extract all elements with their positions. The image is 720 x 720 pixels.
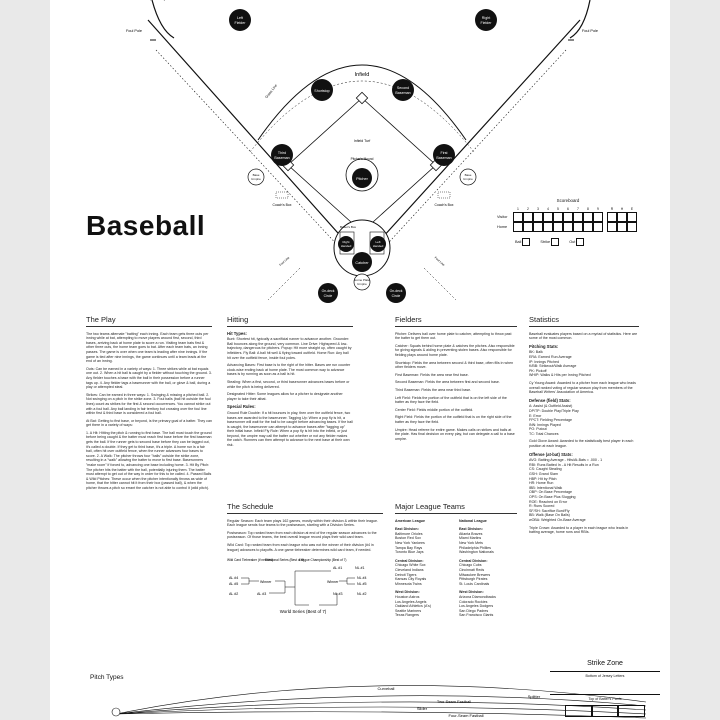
division-label: West Division:	[459, 590, 484, 595]
section-fielders: Fielders Pitcher: Delivers ball over home plate to catcher, attempting to throw past the batter to get them out. Catcher: Squats behind home plate & catches the pitches. Also responsible for giving signals & aiding in preventing stolen bases. Also responsible for fielding plays around home plate. Shortstop: Fields the area between second & third base, often fills in when other fielders move. First Baseman: Fields the area near first base. Second Baseman: Fields the area between first and second base. Third Baseman: Fields the area near third base. Left Field: Fields the portion of the outfield that is on the left side of the batter as they face the field. Center Field: Fields middle portion of the outfield. Right Field: Fields the portion of the outfield that is on the right side of the batter as they face the field. Umpire: Head referee for entire game. Makes calls on strikes and balls at the plate. Has final decision on every play, but can delegate a call to a base umpire.	[395, 318, 517, 444]
svg-text:Splitter: Splitter	[527, 694, 541, 699]
shortstop-marker	[311, 79, 333, 101]
svg-text:AL #1: AL #1	[333, 566, 343, 571]
svg-text:AL #4: AL #4	[229, 576, 239, 581]
pitchers-mound-label: Pitcher's Mound	[350, 157, 374, 161]
base-umpire-left-marker	[248, 169, 264, 185]
playoff-bracket	[227, 555, 377, 645]
team-name: Chicago Cubs	[459, 563, 482, 568]
score-cell	[563, 222, 573, 232]
svg-text:World Series (Best of 7): World Series (Best of 7)	[279, 609, 327, 615]
scoreboard-rhe-column	[627, 207, 637, 232]
svg-text:NL #2: NL #2	[357, 592, 367, 597]
svg-text:Shortstop: Shortstop	[314, 89, 330, 93]
scoreboard-inning-column	[523, 207, 533, 232]
coachs-box-right-label: Coach's Box	[434, 203, 454, 207]
inning-number: 7	[577, 207, 579, 211]
score-cell	[607, 222, 617, 232]
svg-text:Winner: Winner	[327, 580, 339, 585]
statistics-heading: Statistics	[529, 318, 639, 327]
team-name: Chicago White Sox	[395, 563, 426, 568]
svg-text:AL #2: AL #2	[229, 592, 239, 597]
visitor-label: Visitor	[497, 215, 508, 219]
team-name: Minnesota Twins	[395, 581, 422, 586]
scoreboard-inning-column	[553, 207, 563, 232]
team-name: Cleveland Indians	[395, 567, 424, 572]
division-label: East Division:	[459, 527, 483, 532]
section-schedule: The Schedule Regular Season: Each team plays 162 games, mostly within their division & within their league. Each league sends four teams to the postseason, starting with a Division Series. Postseason: Top ranked team from each division at end of the regular season advances to the postseason. Of those teams, the best overall league record plays their wild card team. Wild Card: Top ranked team from each league who was not the winner of their division (#4 in league) advances to playoffs. A one game tiebreaker determines wild card team, if needed. Wild Card Tiebreaker (if needed) Divisional Series (Best of 5) League Championship (Best of 7) AL #4 AL #5 Winner AL #1 AL #2 AL #3 NL #1 NL #2 NL #3 Winner NL #4 NL #5 World Series (Best of 7)	[227, 505, 383, 647]
stat-entry: R: Runs Scored	[529, 504, 555, 509]
strike-count-label: Strike	[540, 238, 559, 246]
pitcher-marker	[352, 168, 372, 188]
stat-entry: wOBA: Weighted On-Base Average	[529, 517, 586, 522]
svg-text:NL #1: NL #1	[355, 566, 365, 571]
svg-text:Catcher: Catcher	[355, 261, 369, 265]
team-name: Seattle Mariners	[395, 608, 422, 613]
rhe-label: E	[630, 207, 634, 211]
team-name: Washington Nationals	[459, 550, 494, 555]
inning-number: 8	[587, 207, 589, 211]
svg-text:Third: Third	[277, 151, 287, 155]
infield-label: Infield	[354, 72, 370, 78]
on-deck-left-marker	[318, 283, 338, 303]
score-cell	[533, 212, 543, 222]
svg-text:League Championship (Best of 7: League Championship (Best of 7)	[299, 558, 347, 563]
score-cell	[583, 222, 593, 232]
stat-entry: IBB: Intentional Walk	[529, 485, 563, 490]
team-name: Boston Red Sox	[395, 536, 421, 541]
team-name: Cincinnati Reds	[459, 567, 485, 572]
team-name: Houston Astros	[395, 594, 420, 599]
stat-entry: K/BB: Strikeout/Walk Average	[529, 364, 577, 369]
stat-entry: GSH: Grand Slam	[529, 472, 558, 477]
stat-entry: E: Error	[529, 413, 542, 418]
stat-entry: DP/TP: Double Play/Triple Play	[529, 408, 579, 413]
svg-text:Handed: Handed	[372, 244, 384, 248]
division-label: Central Division:	[395, 558, 424, 563]
stat-entry: BB: Walk (Base On Balls)	[529, 513, 570, 518]
stat-entry: BK: Balk	[529, 350, 543, 355]
team-name: San Diego Padres	[459, 608, 489, 613]
pitch-types	[86, 672, 646, 720]
team-name: Pittsburgh Pirates	[459, 577, 488, 582]
team-name: Miami Marlins	[459, 536, 482, 541]
team-name: Toronto Blue Jays	[395, 550, 424, 555]
svg-text:Left: Left	[237, 16, 243, 20]
svg-text:Baseman: Baseman	[436, 156, 452, 160]
score-cell	[553, 212, 563, 222]
score-cell	[593, 222, 603, 232]
team-name: Detroit Tigers	[395, 572, 417, 577]
home-label: Home	[497, 225, 508, 229]
left-fielder-marker	[229, 9, 251, 31]
poster-title: Baseball	[86, 210, 206, 241]
svg-text:Second: Second	[396, 86, 410, 90]
strike-zone: Strike Zone Bottom of Jersey Letters Top of Batter's Pants	[550, 660, 660, 717]
score-cell	[543, 212, 553, 222]
svg-text:NL #5: NL #5	[357, 582, 367, 587]
team-name: Tampa Bay Rays	[395, 545, 423, 550]
svg-text:Handed: Handed	[340, 244, 352, 248]
rhe-label: R	[610, 207, 614, 211]
stat-entry: OPS: On Base Plus Slugging	[529, 495, 576, 499]
the-play-heading: The Play	[86, 318, 212, 327]
stat-entry: HBP: Hit by Pitch	[529, 476, 557, 481]
coachs-box-left-label: Coach's Box	[272, 203, 292, 207]
section-the-play: The Play The two teams alternate "batting" each inning. Each team gets three outs per inning while at bat, attempting to move players around first, second, third bases, arriving back at home plate to score a run. Visiting team bats first & other three outs, the home team goes to bat. After each team bats, an inning passes. The game is over when one team is leading after nine innings. If the game is tied after nine innings, the game continues until a team leads at the end of an inning. Outs: Can be earned in a variety of ways: 1. Three strikes while at bat equals one out. 2. When a hit ball is caught by a fielder without touching the ground. 3. Any fielder touches a base with the ball in their possession before a runner tags up. 4. Any fielder tags a baserunner with the ball, or glove & ball, during a play or attempted steal. Strikes: Can be earned in three ways: 1. Swinging & missing a pitched ball. 2. Not swinging on a pitch in the strike zone. 3. Foul balls (ball hit outside the foul lines) count as strikes for the first & second occurrences. You cannot strike out with a foul ball. Any ball landing in fair territory but crossing over the foul line within first & third base is considered a foul ball. At Bat: Getting to first base, or beyond, is the primary goal of a batter. They can get there in a variety of ways: 1. A Hit: Hitting the pitch & running to first base. The ball must touch the ground before being caught & the batter must reach first base before the first baseman gets the ball. If the runner gets to second base before they can be tagged out, it's called a double. If they get to third base, it's a triple. A home run is a fair ball, often hit over outfield fence, when the runner advances four bases to score. 2. A Walk: The pitcher throws four "balls" outside the strike zone, resulting in a "walk" allowing the batter to move to first base. Baserunners "make room" if forced to, advancing one base including home. 3. Hit By Pitch: The pitcher hits the batter with the ball, potentially injuring them. The batter must attempt to get out of the way in order for this to be called. 4. Passed Balls & Wild Pitches: These occur when the pitcher intentionally throws as wide of home, that the hitter cannot hit it from their box (passed ball), & when the pitcher throws a pitch so errant the catcher is not able to control it (wild pitch).	[86, 315, 212, 490]
score-cell	[573, 222, 583, 232]
svg-text:Baseman: Baseman	[395, 91, 411, 95]
score-cell	[627, 222, 637, 232]
right-fielder-marker	[475, 9, 497, 31]
svg-text:Umpire: Umpire	[463, 177, 473, 181]
stat-entry: OBP: On Base Percentage	[529, 490, 572, 495]
svg-text:Right: Right	[481, 16, 491, 20]
scoreboard-inning-column	[563, 207, 573, 232]
svg-text:Base: Base	[252, 173, 260, 177]
home-plate-umpire-marker	[354, 274, 370, 290]
score-cell	[583, 212, 593, 222]
svg-text:AL #5: AL #5	[229, 582, 239, 587]
stat-entry: PK: Pickoff	[529, 368, 547, 373]
inning-number: 5	[557, 207, 559, 211]
scoreboard-inning-column	[583, 207, 593, 232]
team-name: Arizona Diamondbacks	[459, 594, 496, 599]
stat-entry: IP: Innings Pitched	[529, 359, 559, 364]
stat-entry: PO: Putout	[529, 427, 547, 432]
svg-text:Fielder: Fielder	[234, 21, 246, 25]
stat-entry: ERA: Earned Run Average	[529, 354, 572, 359]
team-name: Kansas City Royals	[395, 577, 427, 582]
svg-text:Four-Seam Fastball: Four-Seam Fastball	[448, 713, 484, 718]
score-cell	[513, 212, 523, 222]
baseball-field-diagram	[50, 0, 670, 320]
svg-text:Winner: Winner	[260, 580, 272, 585]
on-deck-right-marker	[386, 283, 406, 303]
svg-text:Two-Seam Fastball: Two-Seam Fastball	[436, 699, 472, 704]
third-baseman-marker	[271, 144, 293, 166]
svg-text:Circle: Circle	[391, 294, 401, 298]
inning-number: 4	[547, 207, 549, 211]
team-name: Los Angeles Angels	[395, 599, 427, 604]
team-name: St. Louis Cardinals	[459, 581, 490, 586]
grass-line-label: Grass Line	[264, 83, 279, 100]
out-count-label: Out	[569, 238, 584, 246]
batters-box-label: Batter's Box	[339, 225, 357, 229]
ball-count-label: Ball	[515, 238, 530, 246]
score-cell	[573, 212, 583, 222]
svg-text:NL #3: NL #3	[333, 592, 343, 597]
inning-number: 2	[527, 207, 529, 211]
scoreboard-rhe-column	[617, 207, 627, 232]
strike-zone-title: Strike Zone	[587, 660, 623, 667]
stat-entry: HR: Home Run	[529, 481, 554, 486]
svg-text:Divisional Series (Best of 5): Divisional Series (Best of 5)	[265, 558, 305, 563]
scoreboard-rhe-column	[607, 207, 617, 232]
score-cell	[553, 222, 563, 232]
american-league-column: American League East Division: Baltimore Orioles Boston Red Sox New York Yankees Tampa Bay Rays Toronto Blue Jays Central Division: Chicago White Sox Cleveland Indians Detroit Tigers Kansas City Royals Minnesota Twins West Division: Houston Astros Los Angeles Angels Oakland Athletics (A's) Seattle Mariners Texas Rangers	[395, 519, 453, 622]
team-name: Atlanta Braves	[459, 531, 483, 536]
team-name: Colorado Rockies	[459, 599, 488, 604]
score-cell	[627, 212, 637, 222]
scoreboard-grid	[513, 207, 637, 232]
team-name: Los Angeles Dodgers	[459, 604, 494, 609]
svg-text:Fielder: Fielder	[480, 21, 492, 25]
score-cell	[607, 212, 617, 222]
base-umpire-right-marker	[460, 169, 476, 185]
stat-entry: AVG: Batting Average - Hits/At-Bats = .000 - 1	[529, 458, 603, 463]
svg-text:AL #3: AL #3	[257, 592, 267, 597]
inning-number: 1	[517, 207, 519, 211]
score-cell	[513, 222, 523, 232]
svg-text:Right: Right	[342, 240, 350, 244]
score-cell	[523, 222, 533, 232]
scoreboard	[497, 198, 639, 246]
section-hitting: Hitting Hit Types: Bunt: Shortest hit, typically a sacrificial runner to advance another. Grounder: Ball bounces along the ground, very common. Line Drive: Highspeed & low-trajectory, dangerous for pitchers. Popup: Hit more straight up, often caught by infielders. Fly Ball: A ball hit well & flying toward outfield. Home Run: Any ball hit over the outfield fence, inside foul poles. Advancing Bases: First base is to the right of the hitter. Bases are run counter clock-wise ending back at home plate. The most common way to advance bases is by running as soon as a ball is hit. Stealing: When a first, second, or third baserunner advances bases before or while the pitch is being delivered. Designated Hitter: Some leagues allow for a pitcher to designate another player to take their atbat. Special Rules: Ground Rule Double: If a hit bounces in play, then over the outfield fence, two bases are awarded to the baserunner. Tagging Up: When a pop fly is hit, a baserunner will wait for the ball to be caught before advancing bases. If the ball is caught, the baserunner can attempt to advance bases after "tagging up" their initial base. Infield Fly Rule: When a pop fly is hit into the infield, or just beyond, the umpire may call the batter out whether or not any fielder makes the catch. Runners can then attempt to advance to the next base at their own risk.	[227, 315, 353, 448]
foul-line-right-label: Foul Line	[433, 255, 446, 267]
division-label: West Division:	[395, 590, 420, 595]
inning-number: 9	[597, 207, 599, 211]
score-cell	[593, 212, 603, 222]
score-cell	[563, 212, 573, 222]
team-name: San Francisco Giants	[459, 613, 494, 618]
scoreboard-inning-column	[533, 207, 543, 232]
foul-line-left-label: Foul Line	[278, 255, 291, 267]
score-cell	[523, 212, 533, 222]
schedule-heading: The Schedule	[227, 505, 383, 514]
team-name: New York Mets	[459, 540, 483, 545]
score-cell	[533, 222, 543, 232]
stat-entry: FPCT: Fielding Percentage	[529, 418, 572, 423]
national-league-column: National League East Division: Atlanta Braves Miami Marlins New York Mets Philadelphia Phillies Washington Nationals Central Division: Chicago Cubs Cincinnati Reds Milwaukee Brewers Pittsburgh Pirates St. Louis Cardinals West Division: Arizona Diamondbacks Colorado Rockies Los Angeles Dodgers San Diego Padres San Francisco Giants	[459, 519, 517, 622]
svg-text:On-deck: On-deck	[389, 289, 403, 293]
svg-text:NL #4: NL #4	[357, 576, 367, 581]
inning-number: 3	[537, 207, 539, 211]
team-name: Philadelphia Phillies	[459, 545, 491, 550]
second-baseman-marker	[392, 79, 414, 101]
score-cell	[617, 212, 627, 222]
section-major-league-teams	[395, 502, 517, 622]
scoreboard-inning-column	[513, 207, 523, 232]
team-name: New York Yankees	[395, 540, 425, 545]
first-baseman-marker	[433, 144, 455, 166]
svg-text:Umpire: Umpire	[357, 282, 367, 286]
score-cell	[543, 222, 553, 232]
teams-heading: Major League Teams	[395, 505, 517, 514]
team-name: Baltimore Orioles	[395, 531, 423, 536]
team-name: Oakland Athletics (A's)	[395, 604, 432, 609]
left-handed-batter-marker	[370, 236, 386, 252]
svg-text:On-deck: On-deck	[321, 289, 335, 293]
rhe-label: H	[620, 207, 624, 211]
pitch-types-title: Pitch Types	[90, 674, 124, 681]
scoreboard-title: Scoreboard	[556, 198, 580, 203]
catcher-marker	[352, 252, 372, 272]
svg-text:Wild Card Tiebreaker (if neede: Wild Card Tiebreaker (if needed)	[227, 558, 274, 563]
svg-text:Left: Left	[375, 240, 381, 244]
svg-text:Curveball: Curveball	[377, 686, 395, 691]
scoreboard-inning-column	[543, 207, 553, 232]
stat-entry: CS: Caught Stealing	[529, 467, 562, 472]
team-name: Texas Rangers	[395, 613, 419, 618]
poster	[50, 0, 670, 720]
fielders-heading: Fielders	[395, 318, 517, 327]
foul-pole-right-label: Foul Pole	[581, 29, 599, 33]
score-cell	[617, 222, 627, 232]
stat-entry: ROE: Reached on Error	[529, 499, 568, 504]
stat-entry: A: Assist (& Outfield Assist)	[529, 404, 573, 409]
scoreboard-inning-column	[573, 207, 583, 232]
scoreboard-inning-column	[593, 207, 603, 232]
stat-entry: INN: Innings Played	[529, 422, 561, 427]
hitting-heading: Hitting	[227, 318, 353, 327]
svg-text:Umpire: Umpire	[251, 177, 261, 181]
inning-number: 6	[567, 207, 569, 211]
right-handed-batter-marker	[338, 236, 354, 252]
svg-text:Slider: Slider	[416, 706, 428, 711]
stat-entry: SF/SH: Sacrifice Bunt/Fly	[529, 508, 570, 513]
stat-entry: TC: Total Chances	[529, 431, 559, 436]
stat-entry: RBI: Runs Batted In - A Hit Results in a Run	[529, 462, 599, 467]
infield-turf-label: Infield Turf	[353, 139, 371, 143]
svg-text:Home Plate: Home Plate	[354, 278, 370, 282]
division-label: Central Division:	[459, 558, 488, 563]
foul-pole-left-label: Foul Pole	[125, 29, 143, 33]
svg-text:Circle: Circle	[323, 294, 333, 298]
division-label: East Division:	[395, 527, 419, 532]
stat-entry: WHIP: Walks & Hits per Inning Pitched	[529, 373, 591, 378]
svg-text:Baseman: Baseman	[274, 156, 290, 160]
section-statistics: Statistics Baseball evaluates players based on a myriad of statistics. Here are some of the most common. Pitching Stats: BK: Balk ERA: Earned Run Average IP: Innings Pitched K/BB: Strikeout/Walk Average PK: Pickoff WHIP: Walks & Hits per Inning Pitched Cy Young Award: Awarded to a pitcher from each league who leads overall ranked voting of regular season play from members of the Baseball Writers' Association of America. Defense (field) Stats: A: Assist (& Outfield Assist) DP/TP: Double Play/Triple Play E: Error FPCT: Fielding Percentage INN: Innings Played PO: Putout TC: Total Chances Gold Glove Award: Awarded to the statistically best player in each position at each league. Offense (at-bat) Stats: AVG: Batting Average - Hits/At-Bats = .000 - 1 RBI: Runs Batted In - A Hit Results in a Run CS: Caught Stealing GSH: Grand Slam HBP: Hit by Pitch HR: Home Run IBB: Intentional Walk OBP: On Base Percentage OPS: On Base Plus Slugging ROE: Reached on Error R: Runs Scored SF/SH: Sacrifice Bunt/Fly BB: Walk (Base On Balls) wOBA: Weighted On-Base Average Triple Crown: Awarded to a player in each league who leads in batting average, home runs and RBIs.	[529, 315, 638, 535]
team-name: Milwaukee Brewers	[459, 572, 491, 577]
svg-text:Pitcher: Pitcher	[356, 177, 368, 181]
svg-text:Base: Base	[464, 173, 472, 177]
svg-text:First: First	[440, 151, 448, 155]
